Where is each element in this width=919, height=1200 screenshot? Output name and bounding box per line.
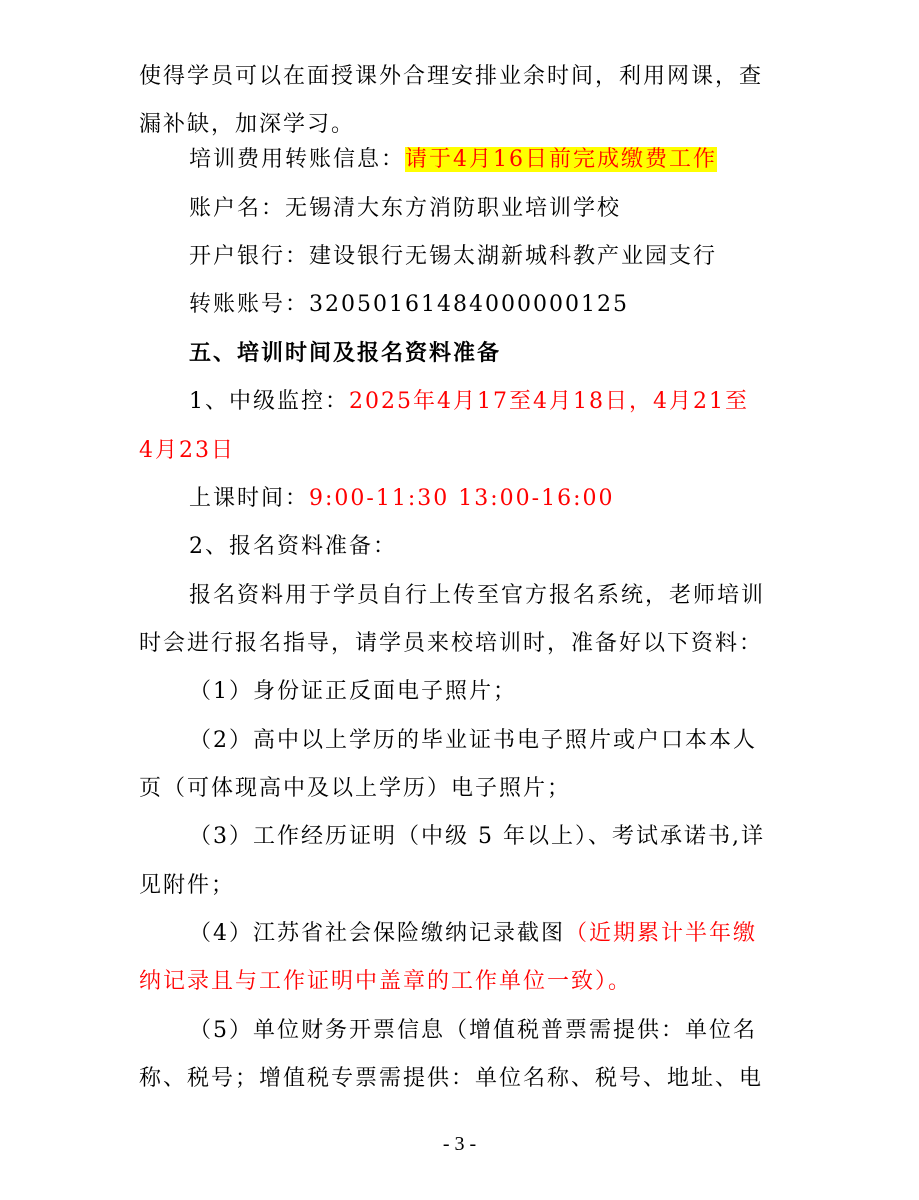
item-1-dates-cont: 4月23日	[139, 438, 235, 463]
account-number: 转账账号：32050161484000000125	[189, 292, 629, 317]
item-1-dates: 2025年4月17至4月18日，4月21至	[349, 389, 749, 414]
fee-deadline-highlight: 请于4月16日前完成缴费工作	[405, 147, 718, 172]
requirement-1: （1）身份证正反面电子照片；	[189, 679, 517, 704]
requirement-3: （3）工作经历证明（中级 5 年以上）、考试承诺书,详	[189, 824, 765, 849]
class-time-label: 上课时间：	[189, 486, 310, 511]
item-1-line	[189, 387, 787, 417]
requirement-4-note-cont: 纳记录且与工作证明中盖章的工作单位一致）。	[139, 969, 633, 994]
class-time-value: 9:00-11:30 13:00-16:00	[309, 486, 615, 511]
fee-label: 培训费用转账信息：	[189, 147, 406, 172]
requirement-2-cont: 页（可体现高中及以上学历）电子照片；	[139, 776, 572, 801]
account-name: 账户名：无锡清大东方消防职业培训学校	[189, 196, 622, 221]
bank-name: 开户银行：建设银行无锡太湖新城科教产业园支行	[189, 244, 718, 269]
fee-transfer-line	[189, 145, 787, 175]
section-heading: 五、培训时间及报名资料准备	[189, 340, 502, 366]
requirement-4-text: （4）江苏省社会保险缴纳记录截图	[189, 921, 565, 946]
paragraph-line: 时会进行报名指导，请学员来校培训时，准备好以下资料：	[139, 631, 764, 656]
item-1-label: 1、中级监控：	[189, 389, 349, 414]
class-time-line	[189, 484, 787, 514]
requirement-5: （5）单位财务开票信息（增值税普票需提供：单位名	[189, 1018, 757, 1043]
requirement-4-note: （近期累计半年缴	[565, 921, 758, 946]
requirement-4	[189, 919, 787, 949]
paragraph-line: 漏补缺，加深学习。	[139, 112, 356, 137]
paragraph-line: 报名资料用于学员自行上传至官方报名系统，老师培训	[189, 583, 766, 608]
page-number: - 3 -	[442, 1133, 477, 1155]
requirement-2: （2）高中以上学历的毕业证书电子照片或户口本本人	[189, 728, 757, 753]
requirement-5-cont: 称、税号；增值税专票需提供：单位名称、税号、地址、电	[139, 1066, 764, 1091]
paragraph-line: 使得学员可以在面授课外合理安排业余时间，利用网课，查	[139, 64, 764, 89]
requirement-3-cont: 见附件；	[139, 873, 236, 898]
item-2-heading: 2、报名资料准备：	[189, 534, 397, 559]
